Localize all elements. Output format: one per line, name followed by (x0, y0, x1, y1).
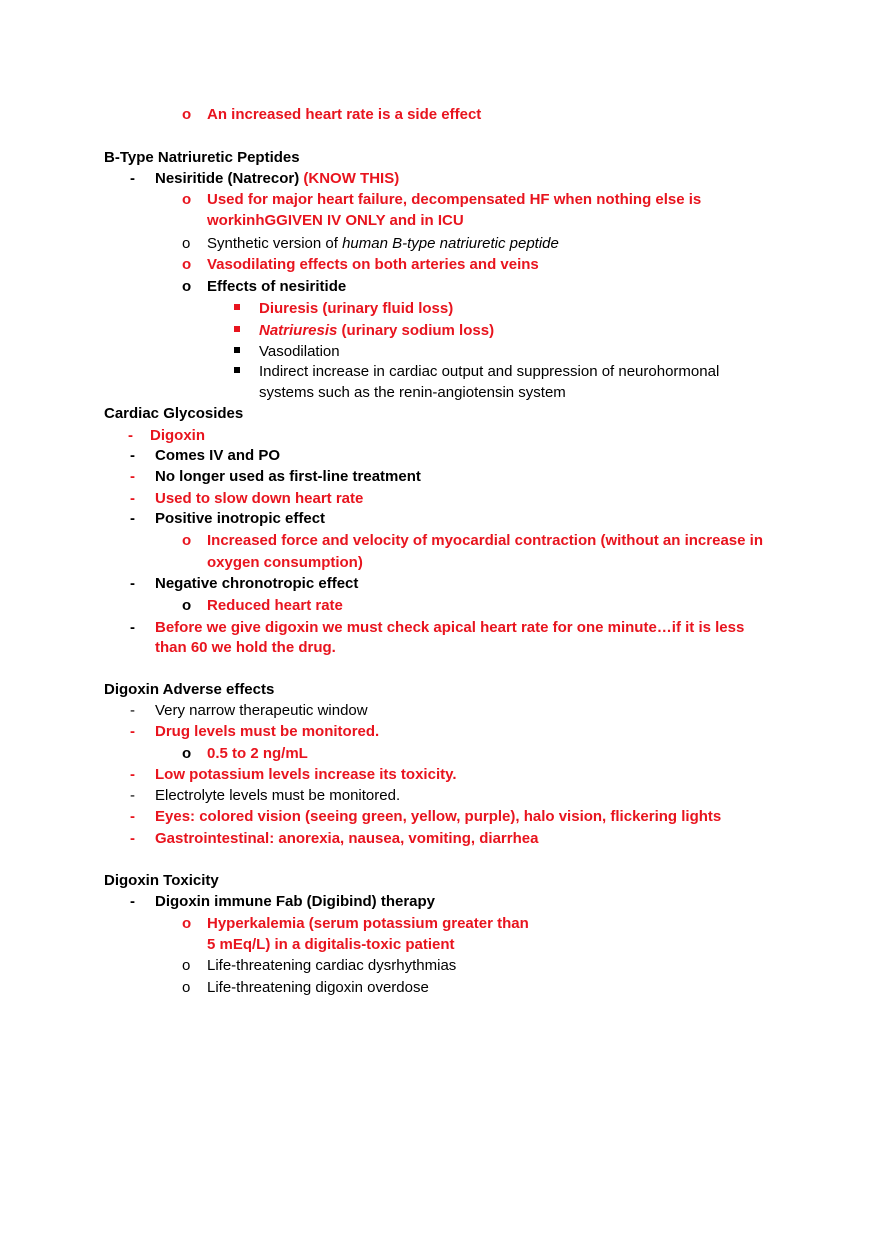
dash-bullet: - (130, 575, 135, 592)
item-diuresis: Diuresis (urinary fluid loss) (259, 300, 454, 317)
synthetic-label: Synthetic version of (207, 235, 343, 252)
item-comes-iv-po: Comes IV and PO (155, 447, 281, 464)
item-check-apical-cont: than 60 we hold the drug. (155, 639, 336, 656)
item-low-potassium: Low potassium levels increase its toxicity. (155, 766, 457, 783)
item-nesiritide (155, 168, 399, 189)
dash-bullet: - (128, 427, 133, 444)
item-vasodilation: Vasodilation (259, 343, 340, 360)
item-drug-levels: Drug levels must be monitored. (155, 723, 380, 740)
item-therapeutic-range: 0.5 to 2 ng/mL (207, 745, 308, 762)
square-bullet-icon (234, 347, 240, 353)
section-heading-bnp: B-Type Natriuretic Peptides (104, 149, 300, 166)
circle-bullet: o (182, 957, 191, 974)
dash-bullet: - (130, 808, 135, 825)
dash-bullet: - (130, 830, 135, 847)
item-digibind: Digoxin immune Fab (Digibind) therapy (155, 893, 436, 910)
item-major-hf: Used for major heart failure, decompensated HF when nothing else is (207, 191, 702, 208)
item-cardiac-dysrhythmias: Life-threatening cardiac dysrhythmias (207, 957, 457, 974)
circle-bullet: o (182, 278, 192, 295)
item-slow-heart-rate: Used to slow down heart rate (155, 490, 364, 507)
note-increased-heart-rate: An increased heart rate is a side effect (207, 106, 482, 123)
circle-bullet: o (182, 106, 192, 123)
section-heading-cardiac-glycosides: Cardiac Glycosides (104, 405, 244, 422)
circle-bullet: o (182, 915, 192, 932)
item-increased-force: Increased force and velocity of myocardial contraction (without an increase in (207, 532, 763, 549)
section-heading-toxicity: Digoxin Toxicity (104, 872, 219, 889)
dash-bullet: - (130, 510, 135, 527)
circle-bullet: o (182, 979, 191, 996)
item-check-apical: Before we give digoxin we must check apical heart rate for one minute…if it is less (155, 619, 745, 636)
item-major-hf-cont: workinhGGIVEN IV ONLY and in ICU (207, 212, 464, 229)
item-narrow-window: Very narrow therapeutic window (155, 702, 368, 719)
dash-bullet: - (130, 766, 135, 783)
item-indirect-increase: Indirect increase in cardiac output and suppression of neurohormonal (259, 363, 720, 380)
item-increased-force-cont: oxygen consumption) (207, 554, 363, 571)
section-heading-adverse-effects: Digoxin Adverse effects (104, 681, 275, 698)
circle-bullet: o (182, 235, 191, 252)
item-reduced-heart-rate: Reduced heart rate (207, 597, 343, 614)
item-synthetic-version (207, 233, 559, 254)
item-digoxin: Digoxin (150, 427, 205, 444)
item-digoxin-overdose: Life-threatening digoxin overdose (207, 979, 429, 996)
square-bullet-icon (234, 304, 240, 310)
know-this-note: (KNOW THIS) (303, 170, 400, 187)
bnp-italic: human B-type natriuretic peptide (342, 235, 559, 252)
item-positive-inotropic: Positive inotropic effect (155, 510, 326, 527)
item-eyes: Eyes: colored vision (seeing green, yellow, purple), halo vision, flickering lights (155, 808, 722, 825)
item-negative-chronotropic: Negative chronotropic effect (155, 575, 359, 592)
dash-bullet: - (130, 787, 135, 804)
natriuresis-italic: Natriuresis (259, 322, 338, 339)
item-effects-nesiritide: Effects of nesiritide (207, 278, 347, 295)
nesiritide-label: Nesiritide (Natrecor) (155, 170, 304, 187)
dash-bullet: - (130, 447, 135, 464)
circle-bullet: o (182, 532, 192, 549)
item-hyperkalemia: Hyperkalemia (serum potassium greater than (207, 915, 529, 932)
dash-bullet: - (130, 893, 135, 910)
square-bullet-icon (234, 367, 240, 373)
dash-bullet: - (130, 723, 135, 740)
item-indirect-increase-cont: systems such as the renin-angiotensin system (259, 384, 566, 401)
dash-bullet: - (130, 619, 135, 636)
item-hyperkalemia-cont: 5 mEq/L) in a digitalis-toxic patient (207, 936, 455, 953)
item-electrolyte-levels: Electrolyte levels must be monitored. (155, 787, 401, 804)
dash-bullet: - (130, 490, 135, 507)
circle-bullet: o (182, 191, 192, 208)
item-natriuresis (259, 320, 494, 341)
dash-bullet: - (130, 170, 135, 187)
circle-bullet: o (182, 256, 192, 273)
dash-bullet: - (130, 468, 135, 485)
natriuresis-desc: (urinary sodium loss) (337, 322, 495, 339)
dash-bullet: - (130, 702, 135, 719)
square-bullet-icon (234, 326, 240, 332)
circle-bullet: o (182, 597, 192, 614)
item-no-longer-first-line: No longer used as first-line treatment (155, 468, 421, 485)
circle-bullet: o (182, 745, 192, 762)
item-vasodilating: Vasodilating effects on both arteries and veins (207, 256, 539, 273)
item-gastrointestinal: Gastrointestinal: anorexia, nausea, vomiting, diarrhea (155, 830, 539, 847)
